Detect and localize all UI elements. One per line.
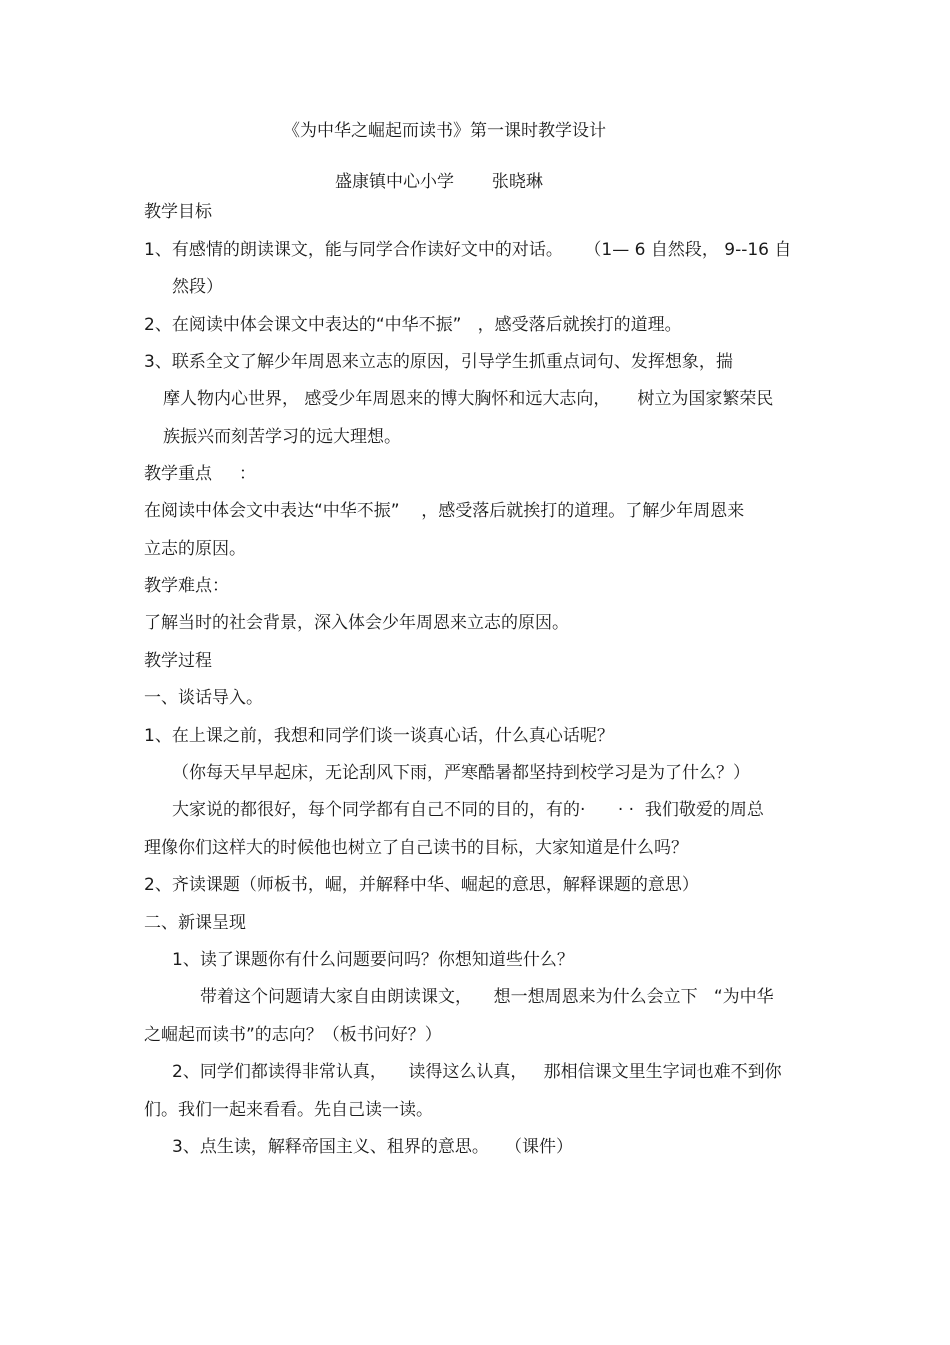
goal-item-1-cont: 然段） — [172, 277, 223, 297]
section-2-item-2-cont: 们。我们一起来看看。先自己读一读。 — [144, 1100, 433, 1120]
author-line: 盛康镇中心小学 张晓琳 — [335, 172, 543, 192]
section-2-heading: 二、新课呈现 — [144, 913, 246, 933]
section-1-item-1: 1、在上课之前，我想和同学们谈一谈真心话，什么真心话呢？ — [144, 726, 614, 746]
goal-item-1: 1、有感情的朗读课文，能与同学合作读好文中的对话。 （1— 6 自然段， 9--16 自 — [144, 240, 792, 260]
goal-item-2: 2、在阅读中体会课文中表达的“中华不振” ，感受落后就挨打的道理。 — [144, 315, 682, 335]
key-points-text-cont: 立志的原因。 — [144, 539, 246, 559]
key-points-text: 在阅读中体会文中表达“中华不振” ，感受落后就挨打的道理。了解少年周恩来 — [144, 501, 745, 521]
section-2-paragraph: 带着这个问题请大家自由朗读课文， 想一想周恩来为什么会立下 “为中华 — [200, 987, 774, 1007]
difficulties-text: 了解当时的社会背景，深入体会少年周恩来立志的原因。 — [144, 613, 569, 633]
section-1-heading: 一、谈话导入。 — [144, 688, 263, 708]
key-points-heading: 教学重点 ： — [144, 464, 257, 484]
section-1-paragraph: 大家说的都很好，每个同学都有自己不同的目的，有的· · · 我们敬爱的周总 — [172, 800, 764, 820]
section-2-item-2: 2、同学们都读得非常认真， 读得这么认真， 那相信课文里生字词也难不到你 — [172, 1062, 782, 1082]
section-1-item-2: 2、齐读课题（师板书，崛，并解释中华、崛起的意思，解释课题的意思） — [144, 875, 699, 895]
section-2-item-1: 1、读了课题你有什么问题要问吗？你想知道些什么？ — [172, 950, 574, 970]
goal-item-3-cont: 摩人物内心世界， 感受少年周恩来的博大胸怀和远大志向， 树立为国家繁荣民 — [163, 389, 774, 409]
section-2-paragraph-cont: 之崛起而读书”的志向？（板书问好？） — [144, 1025, 442, 1045]
section-2-item-3: 3、点生读，解释帝国主义、租界的意思。 （课件） — [172, 1137, 574, 1157]
goal-item-3-cont: 族振兴而刻苦学习的远大理想。 — [163, 427, 401, 447]
section-1-item-1-note: （你每天早早起床，无论刮风下雨，严寒酷暑都坚持到校学习是为了什么？） — [172, 763, 750, 783]
difficulties-heading: 教学难点： — [144, 576, 229, 596]
process-heading: 教学过程 — [144, 651, 212, 671]
goals-heading: 教学目标 — [144, 202, 212, 222]
goal-item-3: 3、联系全文了解少年周恩来立志的原因，引导学生抓重点词句、发挥想象，揣 — [144, 352, 733, 372]
document-title: 《为中华之崛起而读书》第一课时教学设计 — [283, 121, 606, 141]
section-1-paragraph-cont: 理像你们这样大的时候他也树立了自己读书的目标，大家知道是什么吗？ — [144, 838, 688, 858]
